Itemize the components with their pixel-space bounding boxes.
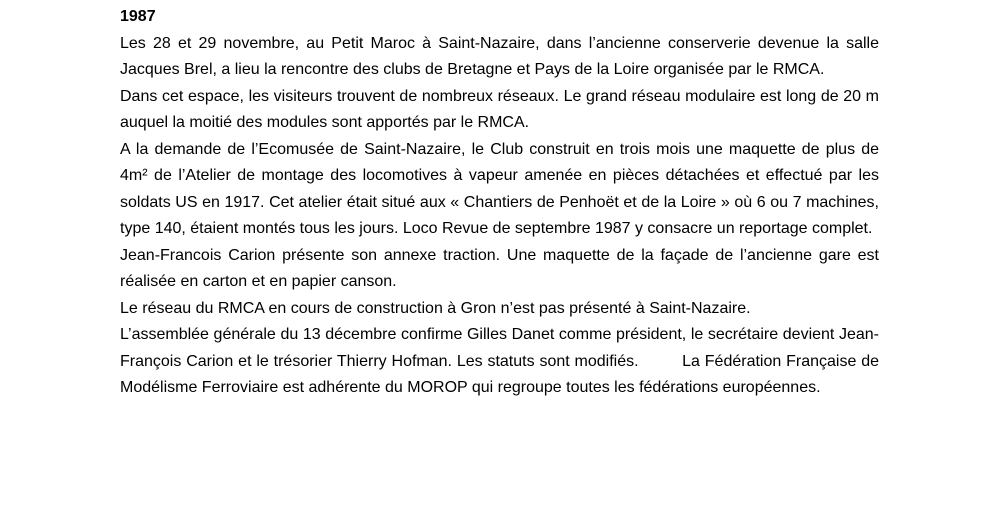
- document-page: [120, 4, 884, 402]
- year-heading: 1987: [120, 8, 156, 25]
- paragraph-reseau-gron: Le réseau du RMCA en cours de construction à Gron n’est pas présenté à Saint-Nazaire.: [120, 299, 751, 317]
- paragraph-reseaux: Dans cet espace, les visiteurs trouvent de nombreux réseaux. Le grand réseau modulaire est long de 20 m auquel la moitié des modules sont apportés par le RMCA.: [120, 87, 879, 131]
- paragraph-annexe-traction: Jean-Francois Carion présente son annexe traction. Une maquette de la façade de l’ancienne gare est réalisée en carton et en papier canson.: [120, 246, 879, 290]
- paragraph-rencontre: Les 28 et 29 novembre, au Petit Maroc à Saint-Nazaire, dans l’ancienne conserverie devenue la salle Jacques Brel, a lieu la rencontre des clubs de Bretagne et Pays de la Loire organisée par le RMCA.: [120, 34, 879, 78]
- paragraph-assemblee-generale: L’assemblée générale du 13 décembre confirme Gilles Danet comme président, le secrétaire devient Jean-François Carion et le trésorier Thierry Hofman. Les statuts sont modifiés. La Fédération Française de Modélisme Ferroviaire est adhérente du MOROP qui regroupe toutes les fédérations européennes.: [120, 326, 884, 396]
- paragraph-maquette-atelier: A la demande de l’Ecomusée de Saint-Nazaire, le Club construit en trois mois une maquette de plus de 4m² de l’Atelier de montage des locomotives à vapeur amenée en pièces détachées et effectué par les soldats US en 1917. Cet atelier était situé aux « Chantiers de Penhoët et de la Loire » où 6 ou 7 machines, type 140, étaient montés tous les jours. Loco Revue de septembre 1987 y consacre un reportage complet.: [120, 140, 879, 237]
